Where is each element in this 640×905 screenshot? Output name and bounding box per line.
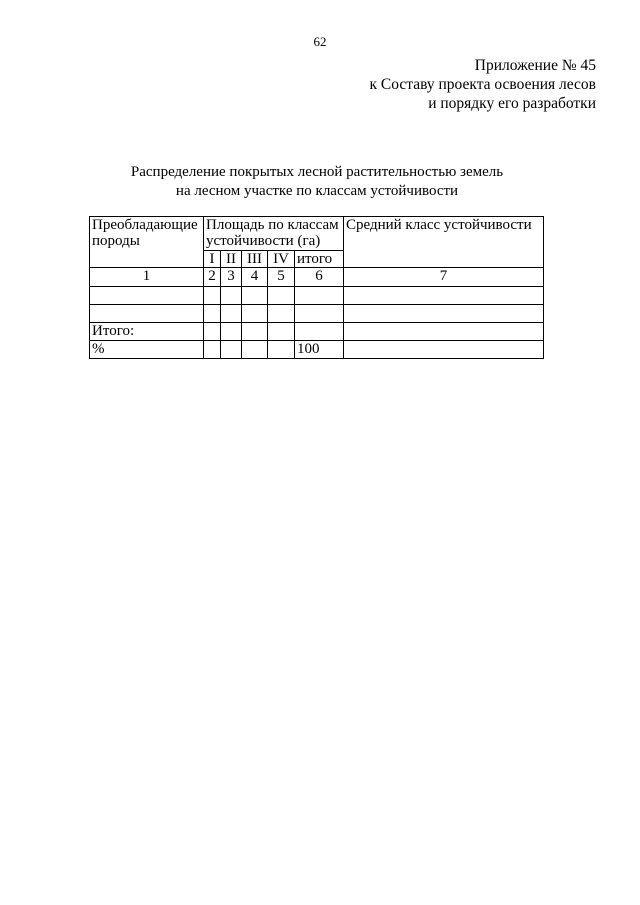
- col-number-7: 7: [344, 268, 544, 287]
- header-area-cell: [204, 217, 344, 251]
- title-line-1: Распределение покрытых лесной растительностью земель: [130, 164, 504, 180]
- table-cell: [204, 287, 221, 305]
- col-number-6: 6: [295, 268, 344, 287]
- header-class-ii: II: [221, 251, 242, 268]
- table-cell: [242, 323, 268, 341]
- table-cell: [268, 323, 295, 341]
- header-species-cell: [90, 217, 204, 268]
- table-cell: [295, 287, 344, 305]
- percent-total-value: 100: [295, 341, 344, 359]
- appendix-line-2: к Составу проекта освоения лесов: [369, 76, 596, 93]
- header-row-main: [90, 217, 544, 251]
- document-title: [0, 163, 634, 201]
- table-cell: [204, 305, 221, 323]
- col-number-1: 1: [90, 268, 204, 287]
- table-cell: [221, 323, 242, 341]
- header-class-iv: IV: [268, 251, 295, 268]
- table-cell: [295, 323, 344, 341]
- table-cell: [221, 341, 242, 359]
- table-cell: [344, 305, 544, 323]
- table-cell: [268, 305, 295, 323]
- table-cell: [295, 305, 344, 323]
- title-line-2: на лесном участке по классам устойчивости: [175, 183, 459, 199]
- table-cell: [221, 287, 242, 305]
- table-cell: [204, 323, 221, 341]
- total-label: Итого:: [90, 323, 204, 341]
- header-avg-class-cell: Средний класс устойчивости: [344, 217, 544, 268]
- header-class-total: итого: [295, 251, 344, 268]
- appendix-line-1: Приложение № 45: [474, 57, 596, 74]
- header-area-line-2: устойчивости (га): [206, 233, 321, 249]
- percent-label: %: [90, 341, 204, 359]
- column-numbers-row: [90, 268, 544, 287]
- table-cell: [221, 305, 242, 323]
- table-cell: [344, 287, 544, 305]
- page-number: 62: [313, 34, 327, 49]
- table-cell: [204, 341, 221, 359]
- col-number-4: 4: [242, 268, 268, 287]
- col-number-3: 3: [221, 268, 242, 287]
- table-cell: [344, 341, 544, 359]
- percent-row: [90, 341, 544, 359]
- table-row: [90, 287, 544, 305]
- table-cell: [242, 287, 268, 305]
- col-number-5: 5: [268, 268, 295, 287]
- table-cell: [268, 341, 295, 359]
- table-cell: [268, 287, 295, 305]
- header-area-line-1: Площадь по классам: [206, 217, 339, 233]
- header-species-line-2: породы: [92, 233, 140, 249]
- total-row: [90, 323, 544, 341]
- stability-distribution-table: [89, 216, 544, 359]
- appendix-reference: [369, 56, 596, 113]
- table-cell: [344, 323, 544, 341]
- header-class-i: I: [204, 251, 221, 268]
- table-cell: [90, 287, 204, 305]
- table-cell: [90, 305, 204, 323]
- table-row: [90, 305, 544, 323]
- header-class-iii: III: [242, 251, 268, 268]
- table-cell: [242, 305, 268, 323]
- appendix-line-3: и порядку его разработки: [428, 95, 596, 112]
- table-cell: [242, 341, 268, 359]
- header-species-line-1: Преобладающие: [92, 217, 198, 233]
- col-number-2: 2: [204, 268, 221, 287]
